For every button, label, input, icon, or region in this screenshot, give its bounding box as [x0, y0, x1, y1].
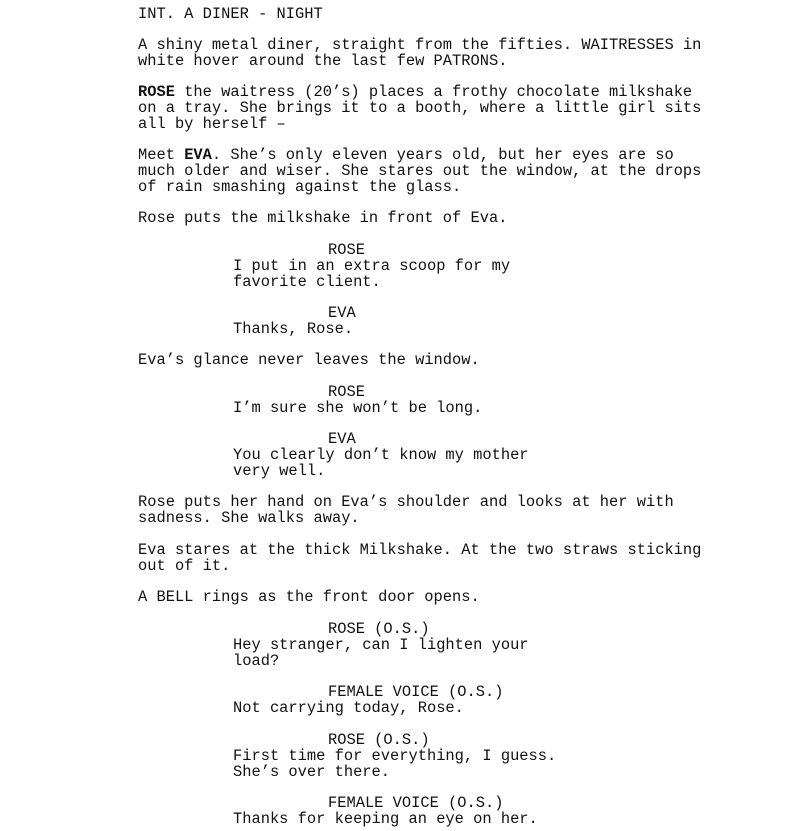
dialogue-line: You clearly don’t know my mother — [233, 446, 529, 464]
dialogue-line: She’s over there. — [233, 763, 391, 781]
dialogue-line: very well. — [233, 462, 326, 480]
action-line: A shiny metal diner, straight from the fifties. WAITRESSES in — [138, 36, 702, 54]
character-cue: FEMALE VOICE (O.S.) — [328, 683, 504, 701]
action-line: on a tray. She brings it to a booth, where a little girl sits — [138, 99, 702, 117]
dialogue-line: First time for everything, I guess. — [233, 747, 557, 765]
action-line: much older and wiser. She stares out the window, at the drops — [138, 162, 702, 180]
action-line: sadness. She walks away. — [138, 509, 360, 527]
scene-heading: INT. A DINER - NIGHT — [138, 5, 323, 23]
dialogue-line: Thanks, Rose. — [233, 320, 354, 338]
action-line: Rose puts the milkshake in front of Eva. — [138, 209, 508, 227]
character-cue: FEMALE VOICE (O.S.) — [328, 794, 504, 812]
dialogue-line: favorite client. — [233, 273, 381, 291]
character-cue: ROSE — [328, 383, 365, 401]
action-line: Eva stares at the thick Milkshake. At the two straws sticking — [138, 541, 702, 559]
action-text: Meet — [138, 146, 185, 164]
action-line: A BELL rings as the front door opens. — [138, 588, 480, 606]
dialogue-line: I’m sure she won’t be long. — [233, 399, 483, 417]
dialogue-line: load? — [233, 652, 280, 670]
action-line: all by herself – — [138, 115, 286, 133]
dialogue-line: I put in an extra scoop for my — [233, 257, 511, 275]
dialogue-line: Not carrying today, Rose. — [233, 699, 464, 717]
character-intro-rose: ROSE — [138, 83, 175, 101]
character-intro-eva: EVA — [184, 146, 212, 164]
character-cue: EVA — [328, 430, 356, 448]
action-line: white hover around the last few PATRONS. — [138, 52, 508, 70]
character-cue: EVA — [328, 304, 356, 322]
action-line: of rain smashing against the glass. — [138, 178, 462, 196]
action-line: out of it. — [138, 557, 231, 575]
character-cue: ROSE (O.S.) — [328, 731, 430, 749]
character-cue: ROSE (O.S.) — [328, 620, 430, 638]
action-text: the waitress (20’s) places a frothy chocolate milkshake — [174, 83, 693, 101]
action-text: . She’s only eleven years old, but her eyes are so — [211, 146, 674, 164]
action-line: Rose puts her hand on Eva’s shoulder and looks at her with — [138, 493, 674, 511]
character-cue: ROSE — [328, 241, 365, 259]
dialogue-line: Thanks for keeping an eye on her. — [233, 810, 538, 828]
action-line: Eva’s glance never leaves the window. — [138, 351, 480, 369]
dialogue-line: Hey stranger, can I lighten your — [233, 636, 529, 654]
